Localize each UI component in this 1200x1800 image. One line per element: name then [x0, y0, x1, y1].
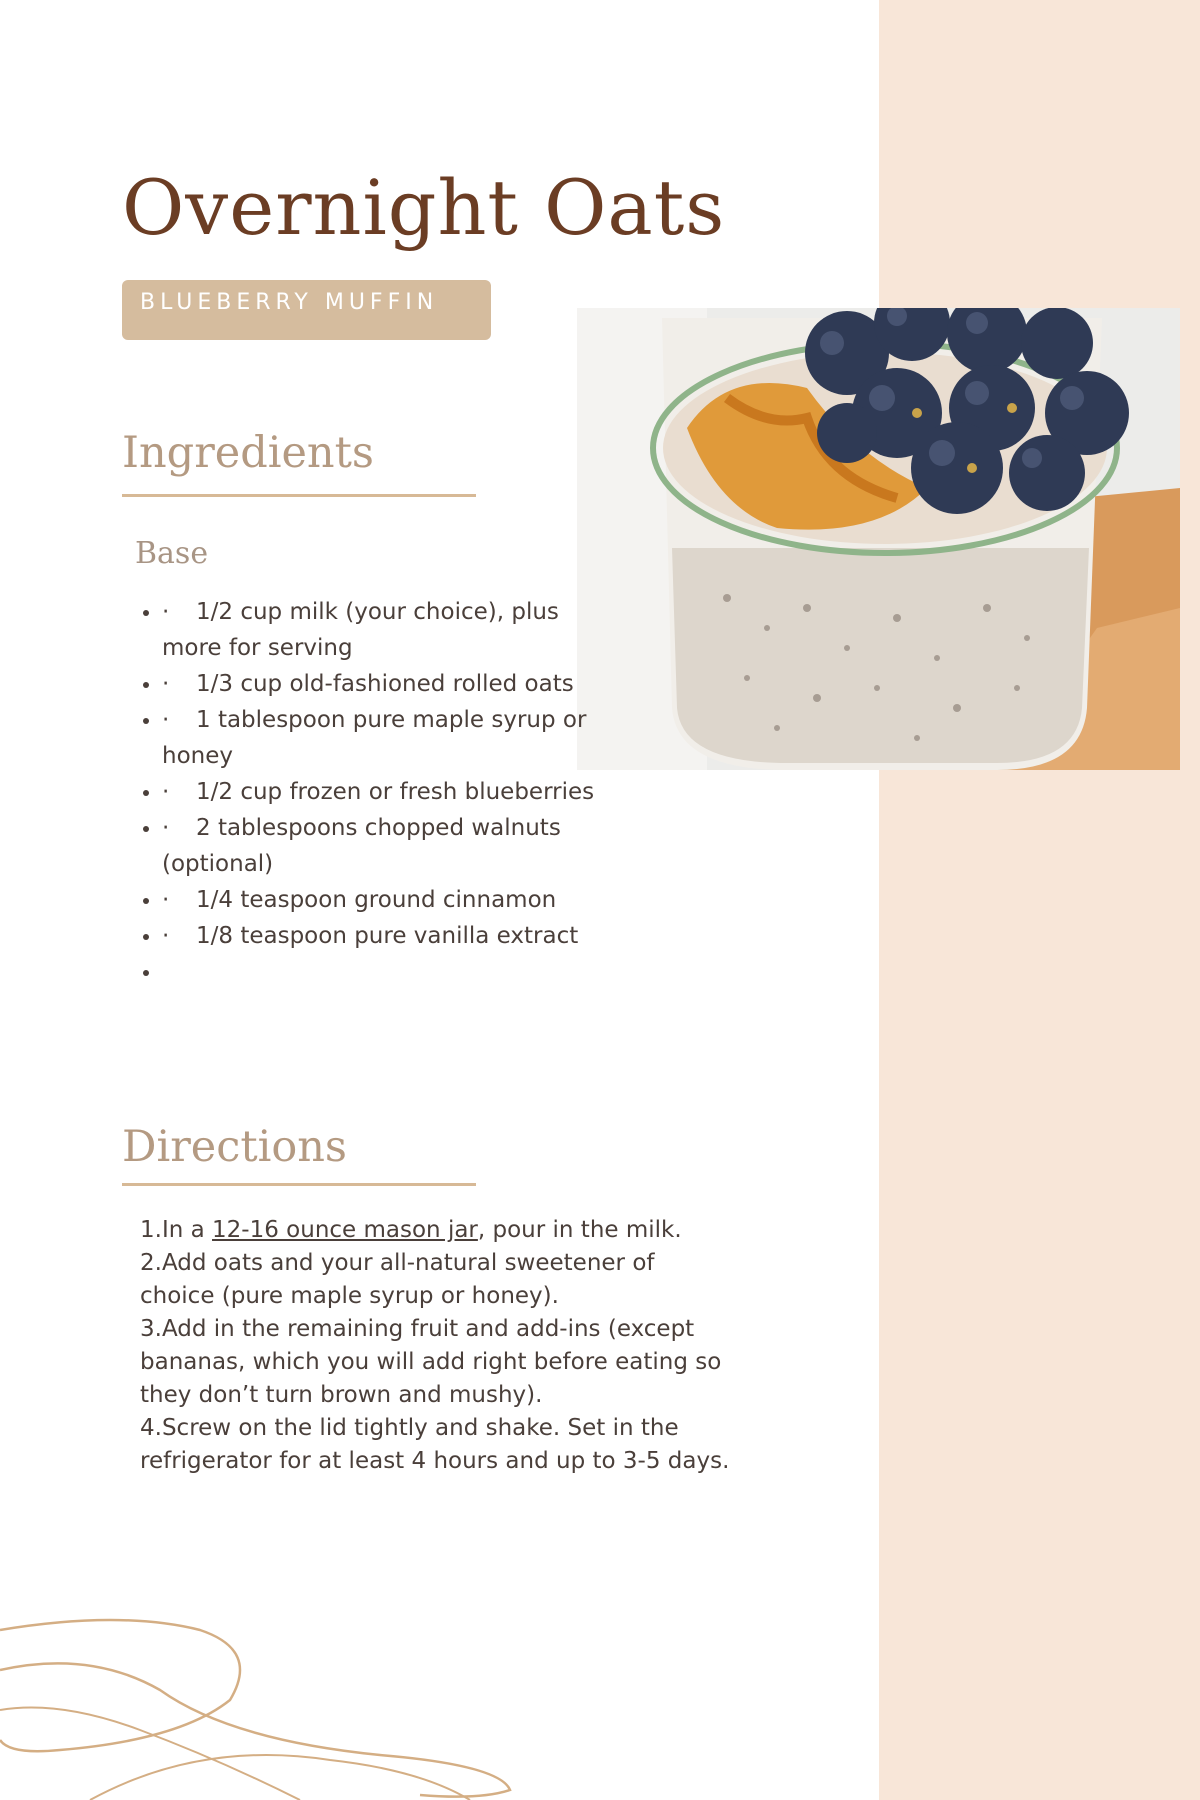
- directions-steps: [140, 1214, 730, 1478]
- ingredient-item: [162, 810, 622, 882]
- directions-heading: Directions: [122, 1122, 347, 1172]
- direction-step-4: 4.Screw on the lid tightly and shake. Set in the refrigerator for at least 4 hours and up to 3-5 days.: [140, 1415, 730, 1474]
- bullet-dot: ·: [162, 779, 170, 805]
- ingredient-item: [162, 918, 622, 954]
- oats-jar-illustration: [577, 308, 1180, 770]
- direction-step-3: 3.Add in the remaining fruit and add-ins (except bananas, which you will add right before eating so they don’t turn brown and mushy).: [140, 1316, 722, 1408]
- ingredient-item: [162, 882, 622, 918]
- ingredients-heading: Ingredients: [122, 428, 374, 478]
- ingredients-group-title: Base: [135, 536, 209, 571]
- ingredient-text: 1/8 teaspoon pure vanilla extract: [196, 923, 579, 949]
- mason-jar-link[interactable]: 12-16 ounce mason jar: [212, 1217, 478, 1243]
- ingredient-list: [162, 594, 622, 990]
- bullet-dot: ·: [162, 887, 170, 913]
- step1-suffix: , pour in the milk.: [477, 1217, 682, 1243]
- bullet-dot: ·: [162, 923, 170, 949]
- direction-step-2: 2.Add oats and your all-natural sweetener of choice (pure maple syrup or honey).: [140, 1250, 655, 1309]
- ingredient-item: [162, 594, 622, 666]
- ingredients-underline: [122, 494, 476, 497]
- ingredient-text: 1/3 cup old-fashioned rolled oats: [196, 671, 574, 697]
- subtitle-badge: [122, 280, 491, 340]
- step1-prefix: 1.In a: [140, 1217, 213, 1243]
- bullet-dot: ·: [162, 599, 170, 625]
- ingredient-text: 2 tablespoons chopped walnuts (optional): [162, 815, 561, 877]
- ingredient-item: [162, 702, 622, 774]
- ingredient-item: [162, 774, 622, 810]
- ingredient-text: 1/2 cup frozen or fresh blueberries: [196, 779, 595, 805]
- ingredient-item-empty: [162, 954, 622, 990]
- ingredient-text: 1 tablespoon pure maple syrup or honey: [162, 707, 587, 769]
- recipe-title: Overnight Oats: [122, 163, 726, 252]
- subtitle-text: BLUEBERRY MUFFIN: [140, 290, 439, 315]
- bullet-dot: ·: [162, 671, 170, 697]
- oats-jar-photo: [577, 308, 1180, 770]
- decorative-swirl-lines: [0, 1590, 560, 1800]
- directions-underline: [122, 1183, 476, 1186]
- side-panel: [879, 0, 1200, 1800]
- bullet-dot: ·: [162, 707, 170, 733]
- ingredient-text: 1/4 teaspoon ground cinnamon: [196, 887, 557, 913]
- ingredient-item: [162, 666, 622, 702]
- bullet-dot: ·: [162, 815, 170, 841]
- direction-step-1: [140, 1214, 730, 1247]
- ingredient-text: 1/2 cup milk (your choice), plus more for serving: [162, 599, 559, 661]
